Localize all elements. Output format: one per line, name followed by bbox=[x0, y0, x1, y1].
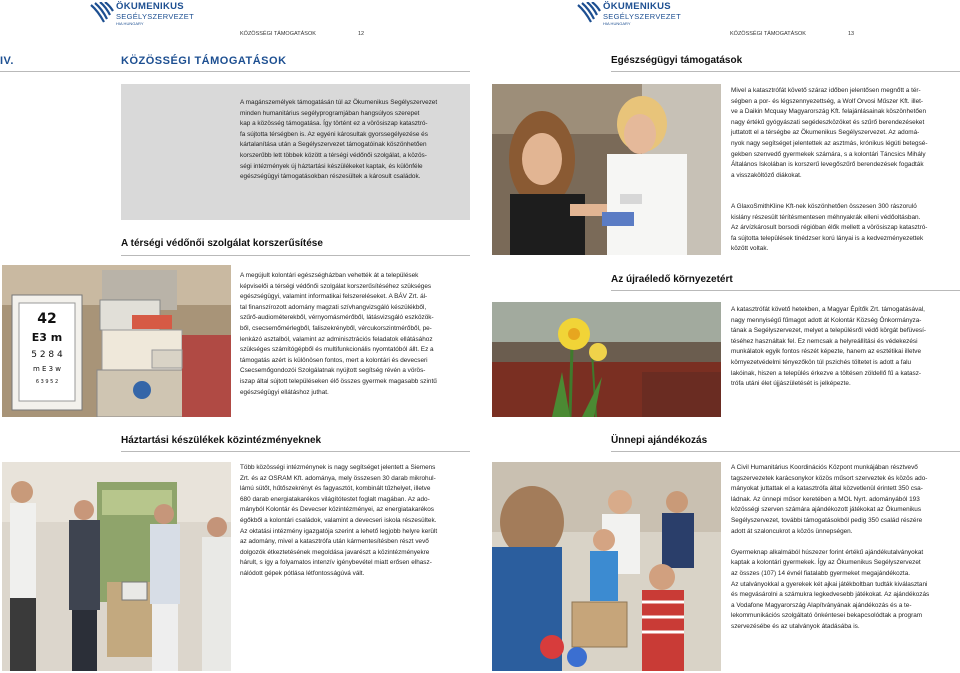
section-text-kornyezet: A katasztrófát követő hetekben, a Magyar Építők Zrt. támogatásával, nagy mennyiségű fűmagot adott át Kolontár Község Önkormányza- tának a Segélyszervezet, melyet a településről védő körgát befüvesí- téséhez használtak fel. Ez nemcsak a helyreállítási és védekezési munkálatok egyik fontos részét képezte, hanem az esztétikai illetve környezetvédelmi tényezőkön túl pszichés töltetet is adott a falu lakóinak, hiszen a település érkezve a töltésen zöldellő fű a katasz- trófa utáni élet újjászületését is jelképezte. bbox=[731, 306, 927, 388]
section-rule bbox=[121, 255, 470, 256]
brand-name: ÖKUMENIKUS bbox=[116, 1, 184, 12]
photo-gift-giving bbox=[492, 462, 721, 671]
section-text-haztartasi: Több közösségi intézménynek is nagy segítséget jelentett a Siemens Zrt. és az OSRAM Kft. adománya, mely összesen 30 darab mikrohul- lámú sütőt, hűtőszekrényt és fagyasztót, kombinált tűzhelyet, illetve 680 darab energiatakarékos világítótestet foglalt magában. Az ado- mányból Kolontár és Devecser közintézményei, az energiatakarékos égőkből a kolontári családok, valamint a devecseri iskola részesültek. Az oktatási intézmény igazgatója szerint a lehető legjobb helyre került az adomány, mivel a katasztrófa után kármentesítésben részt vevő dolgozók étkeztetésének megoldása javarészt a közintézményekre hárult, s így a folyamatos intenzív igénybevétel miatt erősen elhasz- nálódott gépek pótlása létfontosságúvá vált. bbox=[240, 464, 438, 577]
section-title-vedonoi: A térségi védőnői szolgálat korszerűsítése bbox=[121, 238, 323, 249]
svg-text:5 2 8 4: 5 2 8 4 bbox=[31, 350, 63, 360]
brand-logo bbox=[90, 2, 194, 26]
intro-text: A magánszemélyek támogatásán túl az Ökumenikus Segélyszervezet minden humanitárius segélyprogramjában hangsúlyos szerepet kap a közösség támogatása. Így történt ez a vörösiszap katasztró- fa sújtotta térségben is. Az egyéni károsultak gyorssegélyezése és kártalanítása után a Segélyszervezet támogatóinak köszönhetően korszerűbb lett többek között a térségi védőnői szolgálat, a közös- ségi intézmények új háztartási készülékeket kaptak, és különféle egészségügyi támogatásokban részesültek a károsult családok. bbox=[240, 99, 438, 181]
running-head-left: KÖZÖSSÉGI TÁMOGATÁSOK bbox=[240, 31, 316, 37]
section-title-kornyezet: Az újraéledő környezetért bbox=[611, 274, 733, 285]
section-rule bbox=[611, 451, 960, 452]
brand-sub: SEGÉLYSZERVEZET bbox=[603, 11, 681, 21]
section-text-vedonoi: A megújult kolontári egészségházban vehették át a települések képviselői a térségi védőnői szolgálat korszerűsítéséhez szükséges egészségügyi, valamint informatikai felszereléseket. A BÁV Zrt. ál- tal finanszírozott adomány magzati szívhangvizsgáló készülékből, szűrő-audiométerekből, vérnyomásmérőből, látásvizsgáló eszközök- ből, csecsemőmérlegből, faliszekrényből, vércukorszintmérőből, pe- lenkázó asztalból, valamint az adminisztrációs feladatok ellátásához szükséges számítógépből és multifunkcionális nyomtatóból állt. Ez a támogatás azért is különösen fontos, mert a kolontári és devecseri Csecsemőgondozói Szolgálatnak nyújtott segítség révén a vörös- iszap által sújtott településeken élő összes gyermek magasabb szintű egészségügyi ellátáshoz juthat. bbox=[240, 272, 437, 396]
chapter-title: KÖZÖSSÉGI TÁMOGATÁSOK bbox=[121, 55, 287, 67]
dove-logo-icon bbox=[577, 2, 601, 24]
section-title-haztartasi: Háztartási készülékek közintézményeknek bbox=[121, 435, 322, 446]
chapter-rule bbox=[0, 71, 470, 72]
section-rule bbox=[121, 451, 470, 452]
page-number-left: 12 bbox=[358, 31, 365, 37]
brand-name: ÖKUMENIKUS bbox=[603, 1, 671, 12]
chapter-number: IV. bbox=[0, 55, 14, 67]
photo-vaccination bbox=[492, 84, 721, 255]
brand-logo bbox=[577, 2, 681, 26]
brand-small: HIA HUNGARY bbox=[603, 21, 631, 26]
section-text-unnepi: A Civil Humanitárius Koordinációs Központ munkájában résztvevő tagszervezetek karácsonykor közös műsort szerveztek és közös ado- mányokat juttattak el a katasztrófa által közvetlenül érintett 350 csa- ládnak. Az ünnepi műsor keretében a MOL Nyrt. adományából 193 közösségi szerven számára ajándékozott játékokat az Ökumenikus Segélyszervezet, további támogatásokból pedig 350 család részére adott át szaloncukrot a közös ünnepségen. Gyermeknap alkalmából húszezer forint értékű ajándékutalványokat kaptak a kolontári gyermekek. Így az Ökumenikus Segélyszervezet az összes (107) 14 évnél fiatalabb gyermeket megajándékozta. Az utalványokkal a gyerekek két ajkai játékboltban tudták kiválasztani és megvásárolni a számukra legkedvesebb játékokat. Az ajándékozás a Vodafone Magyarország Alapítványának ajándékozás és a te- lekommunikációs szolgáltató önkéntesei bekapcsolódtak a program szervezésébe és az utalványok átadásába is. bbox=[731, 464, 930, 630]
svg-text:E3 m: E3 m bbox=[31, 331, 63, 344]
section-title-unnepi: Ünnepi ajándékozás bbox=[611, 435, 708, 446]
section-rule bbox=[611, 290, 960, 291]
brand-sub: SEGÉLYSZERVEZET bbox=[116, 11, 194, 21]
page-number-right: 13 bbox=[848, 31, 855, 37]
section-text-egeszsegugyi-2: A GlaxoSmithKline Kft-nek köszönhetően összesen 300 rászorulό kislány részesült térítésmentesen méhnyakrák elleni védőoltásban. Az árvízkárosult borsodi régióban élők mellett a vörösiszap katasztró- fa sújtotta települések tinédzser korú lányai is a kedvezményezettek között voltak. bbox=[731, 203, 928, 253]
running-head-right: KÖZÖSSÉGI TÁMOGATÁSOK bbox=[730, 31, 806, 37]
brand-small: HIA HUNGARY bbox=[116, 21, 144, 26]
photo-daffodils bbox=[492, 302, 721, 417]
section-text-egeszsegugyi-1: Mivel a katasztrófát követő száraz időben jelentősen megnőtt a tér- ségben a por- és légszennyezettség, a Wolf Orvosi Műszer Kft. illet- ve a Daikin Mcquay Magyarország Kft. felajánlásainak köszönhetően nagy értékű gyógyászati segédeszközöket és szűrő berendezéseket juttatott el a térségbe az Ökumenikus Segélyszervezet. Az adomá- nyok nagy segítséget jelentettek az asztmás, krónikus légúti betegsé- gekben szenvedő gyermekek számára, s a kolontári Táncsics Mihály Általános Iskolában is korszerű levegőszűrő berendezések fogadták a visszaköltöző diákokat. bbox=[731, 87, 928, 179]
section-title-egeszsegugyi: Egészségügyi támogatások bbox=[611, 55, 743, 66]
svg-text:42: 42 bbox=[37, 311, 57, 327]
photo-medical-equipment bbox=[2, 265, 231, 417]
svg-text:m E 3 w: m E 3 w bbox=[32, 365, 62, 373]
photo-handover-ceremony bbox=[2, 462, 231, 671]
svg-text:6 3 9 5 2: 6 3 9 5 2 bbox=[35, 379, 59, 385]
section-rule bbox=[611, 71, 960, 72]
dove-logo-icon bbox=[90, 2, 114, 24]
